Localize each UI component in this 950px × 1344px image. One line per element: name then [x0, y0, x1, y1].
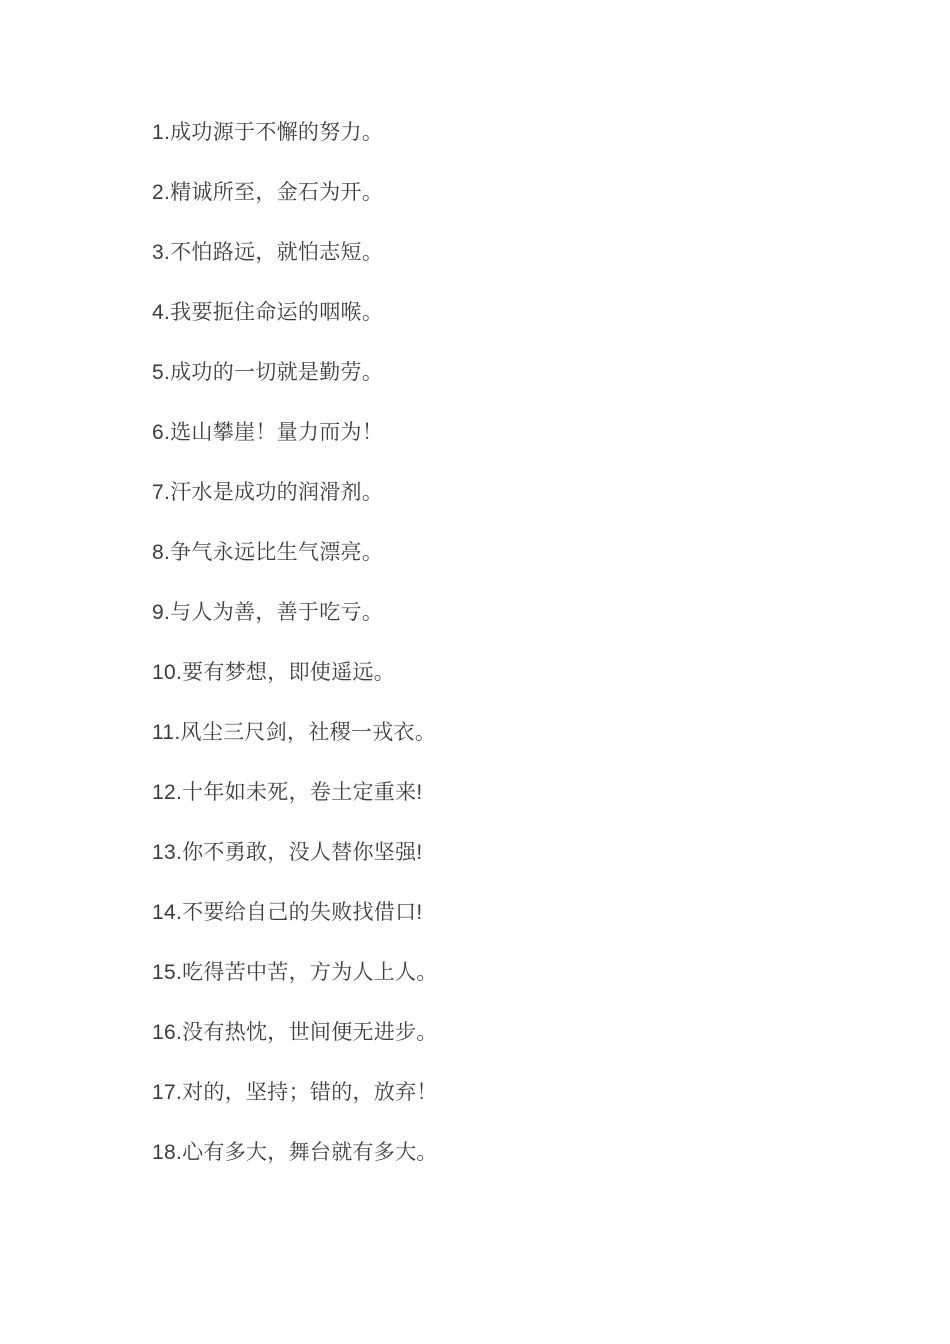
- quote-line: 7.汗水是成功的润滑剂。: [152, 481, 384, 504]
- quote-line: 2.精诚所至，金石为开。: [152, 181, 384, 204]
- quote-line: 4.我要扼住命运的咽喉。: [152, 301, 384, 324]
- quote-line: 1.成功源于不懈的努力。: [152, 121, 384, 144]
- quote-line: 9.与人为善，善于吃亏。: [152, 601, 384, 624]
- quote-line: 11.风尘三尺剑，社稷一戎衣。: [152, 721, 437, 744]
- quote-line: 17.对的，坚持；错的，放弃！: [152, 1081, 438, 1104]
- quote-line: 8.争气永远比生气漂亮。: [152, 541, 384, 564]
- quote-line: 10.要有梦想，即使遥远。: [152, 661, 396, 684]
- quote-line: 13.你不勇敢，没人替你坚强!: [152, 841, 423, 864]
- quote-line: 12.十年如未死，卷土定重来!: [152, 781, 423, 804]
- quote-line: 5.成功的一切就是勤劳。: [152, 361, 384, 384]
- quote-line: 6.选山攀崖！量力而为！: [152, 421, 384, 444]
- quote-line: 3.不怕路远，就怕志短。: [152, 241, 384, 264]
- quote-line: 18.心有多大，舞台就有多大。: [152, 1141, 438, 1164]
- quote-line: 15.吃得苦中苦，方为人上人。: [152, 961, 438, 984]
- quote-list: [152, 103, 910, 1183]
- quote-line: 16.没有热忱，世间便无进步。: [152, 1021, 438, 1044]
- quote-line: 14.不要给自己的失败找借口!: [152, 901, 423, 924]
